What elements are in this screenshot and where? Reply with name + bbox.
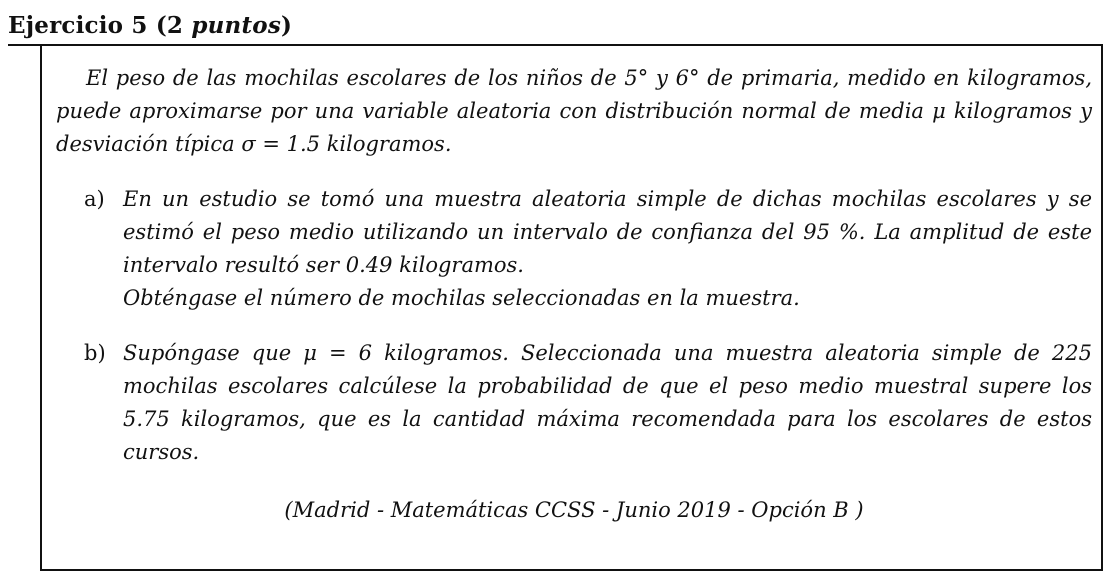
sub-question-b bbox=[56, 337, 1092, 469]
sub-question-b-text: Supóngase que μ = 6 kilogramos. Seleccionada una muestra aleatoria simple de 225 mochilas escolares calcúlese la probabilidad de que el peso medio muestral supere los 5.75 kilogramos, que es la cantidad máxima recomendada para los escolares de estos cursos. bbox=[123, 341, 1092, 464]
box-border-left bbox=[40, 44, 42, 571]
exercise-statement: El peso de las mochilas escolares de los niños de 5° y 6° de primaria, medido en kilogramos, puede aproximarse por una variable aleatoria con distribución normal de media μ kilogramos y desviación típica σ = 1.5 kilogramos. bbox=[56, 66, 1092, 156]
heading-points-word: puntos bbox=[191, 12, 281, 39]
exercise-body bbox=[56, 62, 1092, 527]
sub-question-a-marker: a) bbox=[84, 187, 105, 211]
heading-suffix: ) bbox=[280, 12, 293, 39]
heading-prefix: Ejercicio 5 (2 bbox=[8, 12, 192, 39]
box-border-bottom bbox=[40, 569, 1103, 571]
heading-underline bbox=[8, 44, 318, 46]
sub-question-b-marker: b) bbox=[84, 341, 106, 365]
box-border-top bbox=[318, 44, 1103, 46]
box-border-right bbox=[1101, 44, 1103, 571]
sub-question-a-prompt: Obténgase el número de mochilas seleccionadas en la muestra. bbox=[123, 286, 800, 310]
exercise-heading bbox=[8, 12, 292, 39]
sub-question-a bbox=[56, 183, 1092, 315]
exam-source-note: (Madrid - Matemáticas CCSS - Junio 2019 - Opción B ) bbox=[284, 498, 864, 522]
sub-question-a-text: En un estudio se tomó una muestra aleatoria simple de dichas mochilas escolares y se estimó el peso medio utilizando un intervalo de confianza del 95 %. La amplitud de este intervalo resultó ser 0.49 kilogramos. bbox=[123, 187, 1092, 277]
